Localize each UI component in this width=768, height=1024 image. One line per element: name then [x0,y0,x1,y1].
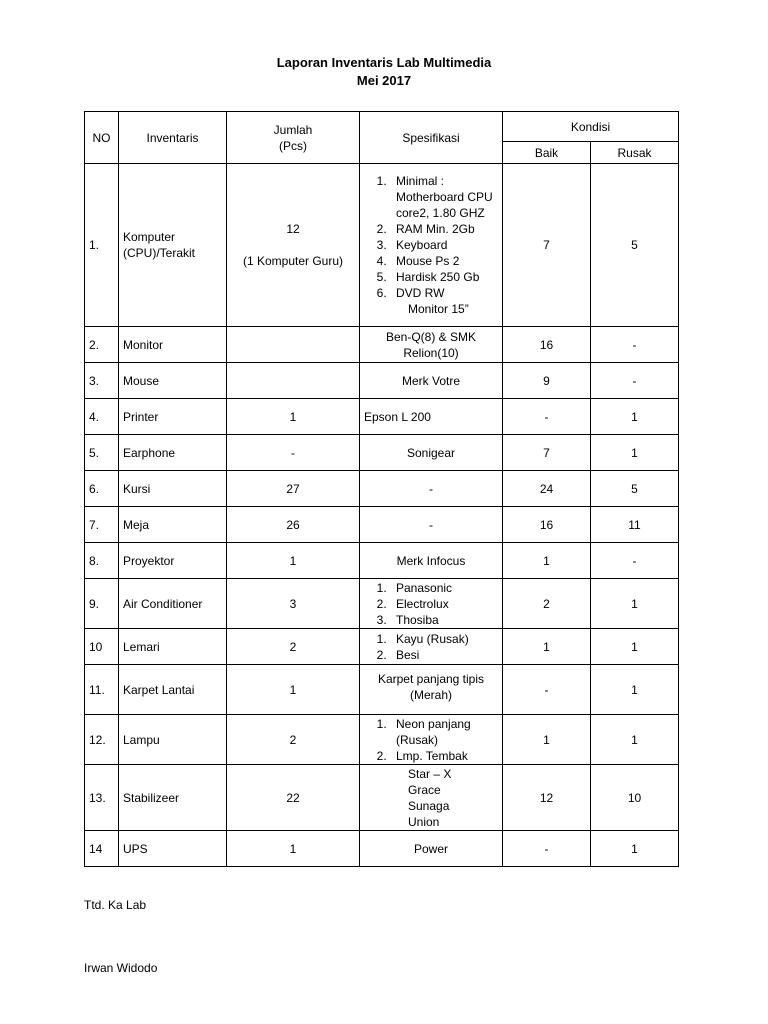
table-row [85,327,679,363]
row-baik: 1 [503,543,591,579]
header-spesifikasi: Spesifikasi [360,112,503,164]
header-jumlah-line2: (Pcs) [279,138,307,153]
row-jumlah [227,363,360,399]
spec-line: Ben-Q(8) & SMK [385,329,477,344]
row-baik: - [503,399,591,435]
row-spesifikasi: Merk Infocus [360,543,503,579]
row-spesifikasi: Merk Votre [360,363,503,399]
row-inventaris: Monitor [119,327,227,363]
row-no: 10 [85,629,119,665]
row-baik: 2 [503,579,591,629]
report-title [0,54,768,90]
row-no: 3. [85,363,119,399]
row-no: 1. [85,164,119,327]
spec-list [364,631,498,663]
header-baik: Baik [503,142,591,164]
row-inventaris: UPS [119,831,227,867]
spec-extra: Monitor 15” [408,302,469,316]
row-spesifikasi [360,629,503,665]
row-jumlah-line1: 12 [286,222,300,236]
row-baik: 1 [503,629,591,665]
row-jumlah: 22 [227,765,360,831]
row-baik: - [503,665,591,715]
report-title-line2: Mei 2017 [356,73,412,88]
row-jumlah: 1 [227,399,360,435]
table-row [85,164,679,327]
row-spesifikasi [360,579,503,629]
row-rusak: 1 [591,831,679,867]
spec-line: Union [408,814,440,829]
row-rusak: 1 [591,629,679,665]
table-row [85,831,679,867]
spec-list [364,173,498,301]
row-rusak: - [591,543,679,579]
row-baik: 1 [503,715,591,765]
row-inventaris: Mouse [119,363,227,399]
header-jumlah [227,112,360,164]
spec-item: 2. Besi [390,647,498,663]
row-inventaris: Stabilizeer [119,765,227,831]
row-rusak: 10 [591,765,679,831]
spec-item: 3. Thosiba [390,612,498,628]
header-no: NO [85,112,119,164]
row-spesifikasi: Sonigear [360,435,503,471]
row-spesifikasi: Epson L 200 [360,399,503,435]
row-jumlah: 26 [227,507,360,543]
spec-line: Star – X [408,766,452,781]
spec-item: 4. Mouse Ps 2 [390,253,498,269]
spec-item: 5. Hardisk 250 Gb [390,269,498,285]
row-spesifikasi [360,715,503,765]
row-inventaris: Meja [119,507,227,543]
row-inventaris: Karpet Lantai [119,665,227,715]
row-baik: 16 [503,327,591,363]
row-inventaris: Proyektor [119,543,227,579]
report-title-line1: Laporan Inventaris Lab Multimedia [276,55,492,70]
spec-item: 1. Neon panjang (Rusak) [390,716,498,748]
row-jumlah: 1 [227,665,360,715]
spec-line: Relion(10) [403,345,459,360]
row-jumlah: - [227,435,360,471]
row-jumlah: 27 [227,471,360,507]
row-no: 7. [85,507,119,543]
row-jumlah-line2: (1 Komputer Guru) [242,254,344,268]
row-baik: 7 [503,435,591,471]
row-spesifikasi [360,164,503,327]
row-spesifikasi: Power [360,831,503,867]
row-inventaris: Earphone [119,435,227,471]
row-rusak: 5 [591,471,679,507]
row-no: 13. [85,765,119,831]
row-no: 14 [85,831,119,867]
spec-item: 6. DVD RW [390,285,498,301]
spec-list [364,716,498,764]
table-row [85,435,679,471]
row-no: 4. [85,399,119,435]
row-jumlah: 1 [227,543,360,579]
spec-line: (Merah) [409,688,452,702]
row-inventaris-line1: Komputer [123,230,176,244]
spec-item: 2. RAM Min. 2Gb [390,221,498,237]
row-jumlah [227,164,360,327]
table-row [85,471,679,507]
row-inventaris [119,164,227,327]
row-baik: 12 [503,765,591,831]
row-inventaris: Printer [119,399,227,435]
inventory-table [84,111,679,867]
signature-name: Irwan Widodo [84,961,158,975]
row-no: 5. [85,435,119,471]
spec-list [364,580,498,628]
row-no: 11. [85,665,119,715]
signature-label: Ttd. Ka Lab [84,898,147,912]
spec-line: Sunaga [408,798,450,813]
row-inventaris: Lemari [119,629,227,665]
table-row [85,543,679,579]
row-inventaris-line2: (CPU)/Terakit [123,246,196,260]
spec-line: Karpet panjang tipis [377,672,485,686]
row-no: 8. [85,543,119,579]
row-inventaris: Air Conditioner [119,579,227,629]
table-row [85,363,679,399]
row-rusak: 1 [591,715,679,765]
header-rusak: Rusak [591,142,679,164]
table-row [85,665,679,715]
table-row [85,629,679,665]
row-inventaris: Lampu [119,715,227,765]
row-spesifikasi: - [360,471,503,507]
row-rusak: 11 [591,507,679,543]
spec-item: 2. Electrolux [390,596,498,612]
spec-item: 1. Minimal : Motherboard CPU core2, 1.80 GHZ [390,173,498,221]
row-baik: 24 [503,471,591,507]
row-baik: 7 [503,164,591,327]
row-rusak: 1 [591,435,679,471]
table-row [85,765,679,831]
spec-item: 3. Keyboard [390,237,498,253]
row-baik: 16 [503,507,591,543]
row-inventaris: Kursi [119,471,227,507]
header-inventaris: Inventaris [119,112,227,164]
row-jumlah: 2 [227,629,360,665]
row-spesifikasi [360,327,503,363]
row-jumlah: 1 [227,831,360,867]
row-baik: 9 [503,363,591,399]
spec-item: 1. Panasonic [390,580,498,596]
row-spesifikasi [360,765,503,831]
row-jumlah: 2 [227,715,360,765]
row-no: 2. [85,327,119,363]
row-rusak: 5 [591,164,679,327]
row-baik: - [503,831,591,867]
row-rusak: - [591,327,679,363]
row-jumlah [227,327,360,363]
spec-item: 2. Lmp. Tembak [390,748,498,764]
row-spesifikasi [360,665,503,715]
row-spesifikasi: - [360,507,503,543]
row-rusak: 1 [591,399,679,435]
row-rusak: - [591,363,679,399]
table-row [85,399,679,435]
header-jumlah-line1: Jumlah [273,122,313,137]
spec-line: Grace [408,782,441,797]
table-row [85,507,679,543]
spec-item: 1. Kayu (Rusak) [390,631,498,647]
row-jumlah: 3 [227,579,360,629]
row-rusak: 1 [591,579,679,629]
header-kondisi: Kondisi [503,112,679,142]
row-no: 9. [85,579,119,629]
row-rusak: 1 [591,665,679,715]
table-row [85,579,679,629]
row-no: 12. [85,715,119,765]
table-row [85,715,679,765]
row-no: 6. [85,471,119,507]
